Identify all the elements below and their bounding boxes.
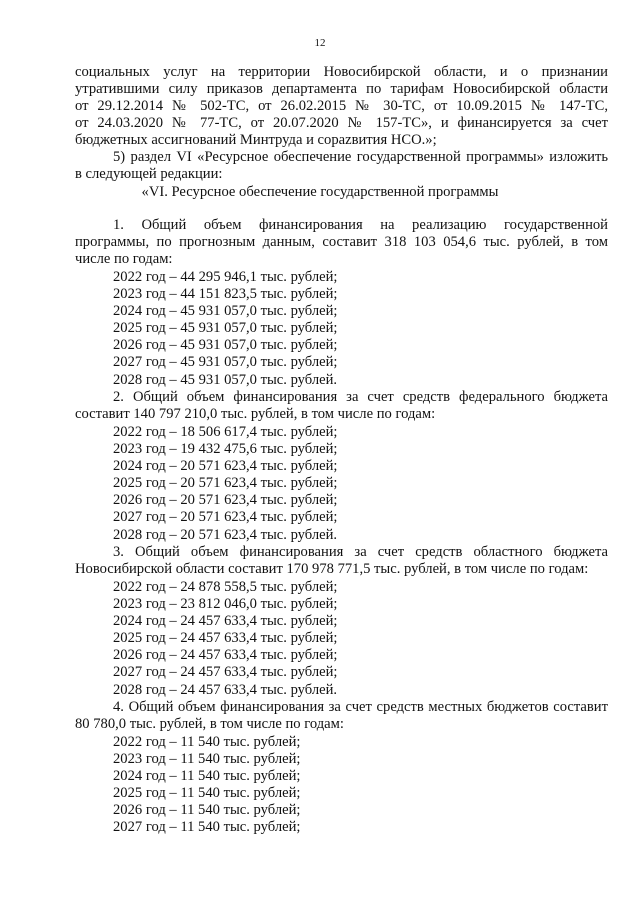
item3-year-row: 2022 год – 24 878 558,5 тыс. рублей; bbox=[113, 579, 338, 595]
item2-year-row: 2022 год – 18 506 617,4 тыс. рублей; bbox=[113, 424, 338, 440]
item2-year-row: 2025 год – 20 571 623,4 тыс. рублей; bbox=[113, 475, 338, 491]
intro-line: от 24.03.2020 № 77-ТС, от 20.07.2020 № 157-ТС», и финансируется за счет bbox=[75, 115, 608, 131]
item4-line: 80 780,0 тыс. рублей, в том числе по годам: bbox=[75, 716, 344, 732]
intro-line: утратившими силу приказов департамента по тарифам Новосибирской области bbox=[75, 81, 608, 97]
item1-year-row: 2024 год – 45 931 057,0 тыс. рублей; bbox=[113, 303, 338, 319]
item1-year-row: 2028 год – 45 931 057,0 тыс. рублей. bbox=[113, 372, 338, 388]
item1-line: 1. Общий объем финансирования на реализацию государственной bbox=[113, 217, 608, 233]
item1-line: программы, по прогнозным данным, составит 318 103 054,6 тыс. рублей, в том bbox=[75, 234, 608, 250]
item4-year-row: 2027 год – 11 540 тыс. рублей; bbox=[113, 819, 301, 835]
item3-year-row: 2027 год – 24 457 633,4 тыс. рублей; bbox=[113, 664, 338, 680]
section5-line: 5) раздел VI «Ресурсное обеспечение государственной программы» изложить bbox=[113, 149, 608, 165]
item1-year-row: 2022 год – 44 295 946,1 тыс. рублей; bbox=[113, 269, 338, 285]
item4-line: 4. Общий объем финансирования за счет средств местных бюджетов составит bbox=[113, 699, 608, 715]
item4-year-row: 2026 год – 11 540 тыс. рублей; bbox=[113, 802, 301, 818]
intro-line: бюджетных ассигнований Минтруда и сорazвития НСО.»; bbox=[75, 132, 437, 148]
intro-line: от 29.12.2014 № 502-ТС, от 26.02.2015 № 30-ТС, от 10.09.2015 № 147-ТС, bbox=[75, 98, 608, 114]
item3-year-row: 2025 год – 24 457 633,4 тыс. рублей; bbox=[113, 630, 338, 646]
item3-line: Новосибирской области составит 170 978 771,5 тыс. рублей, в том числе по годам: bbox=[75, 561, 589, 577]
item1-year-row: 2025 год – 45 931 057,0 тыс. рублей; bbox=[113, 320, 338, 336]
item2-year-row: 2024 год – 20 571 623,4 тыс. рублей; bbox=[113, 458, 338, 474]
item2-year-row: 2023 год – 19 432 475,6 тыс. рублей; bbox=[113, 441, 338, 457]
item3-line: 3. Общий объем финансирования за счет средств областного бюджета bbox=[113, 544, 608, 560]
item3-year-row: 2024 год – 24 457 633,4 тыс. рублей; bbox=[113, 613, 338, 629]
item2-line: составит 140 797 210,0 тыс. рублей, в том числе по годам: bbox=[75, 406, 436, 422]
item3-year-row: 2026 год – 24 457 633,4 тыс. рублей; bbox=[113, 647, 338, 663]
item4-year-row: 2024 год – 11 540 тыс. рублей; bbox=[113, 768, 301, 784]
item3-year-row: 2028 год – 24 457 633,4 тыс. рублей. bbox=[113, 682, 338, 698]
item2-year-row: 2028 год – 20 571 623,4 тыс. рублей. bbox=[113, 527, 338, 543]
item1-year-row: 2027 год – 45 931 057,0 тыс. рублей; bbox=[113, 354, 338, 370]
section5-line: в следующей редакции: bbox=[75, 166, 223, 182]
page-number: 12 bbox=[314, 37, 326, 49]
item4-year-row: 2025 год – 11 540 тыс. рублей; bbox=[113, 785, 301, 801]
item1-year-row: 2026 год – 45 931 057,0 тыс. рублей; bbox=[113, 337, 338, 353]
item2-year-row: 2027 год – 20 571 623,4 тыс. рублей; bbox=[113, 509, 338, 525]
section-heading: «VI. Ресурсное обеспечение государственной программы bbox=[141, 184, 499, 200]
item1-line: числе по годам: bbox=[75, 251, 173, 267]
item1-year-row: 2023 год – 44 151 823,5 тыс. рублей; bbox=[113, 286, 338, 302]
item2-line: 2. Общий объем финансирования за счет средств федерального бюджета bbox=[113, 389, 608, 405]
item3-year-row: 2023 год – 23 812 046,0 тыс. рублей; bbox=[113, 596, 338, 612]
item2-year-row: 2026 год – 20 571 623,4 тыс. рублей; bbox=[113, 492, 338, 508]
item4-year-row: 2022 год – 11 540 тыс. рублей; bbox=[113, 734, 301, 750]
item4-year-row: 2023 год – 11 540 тыс. рублей; bbox=[113, 751, 301, 767]
intro-line: социальных услуг на территории Новосибирской области, и о признании bbox=[75, 64, 608, 80]
